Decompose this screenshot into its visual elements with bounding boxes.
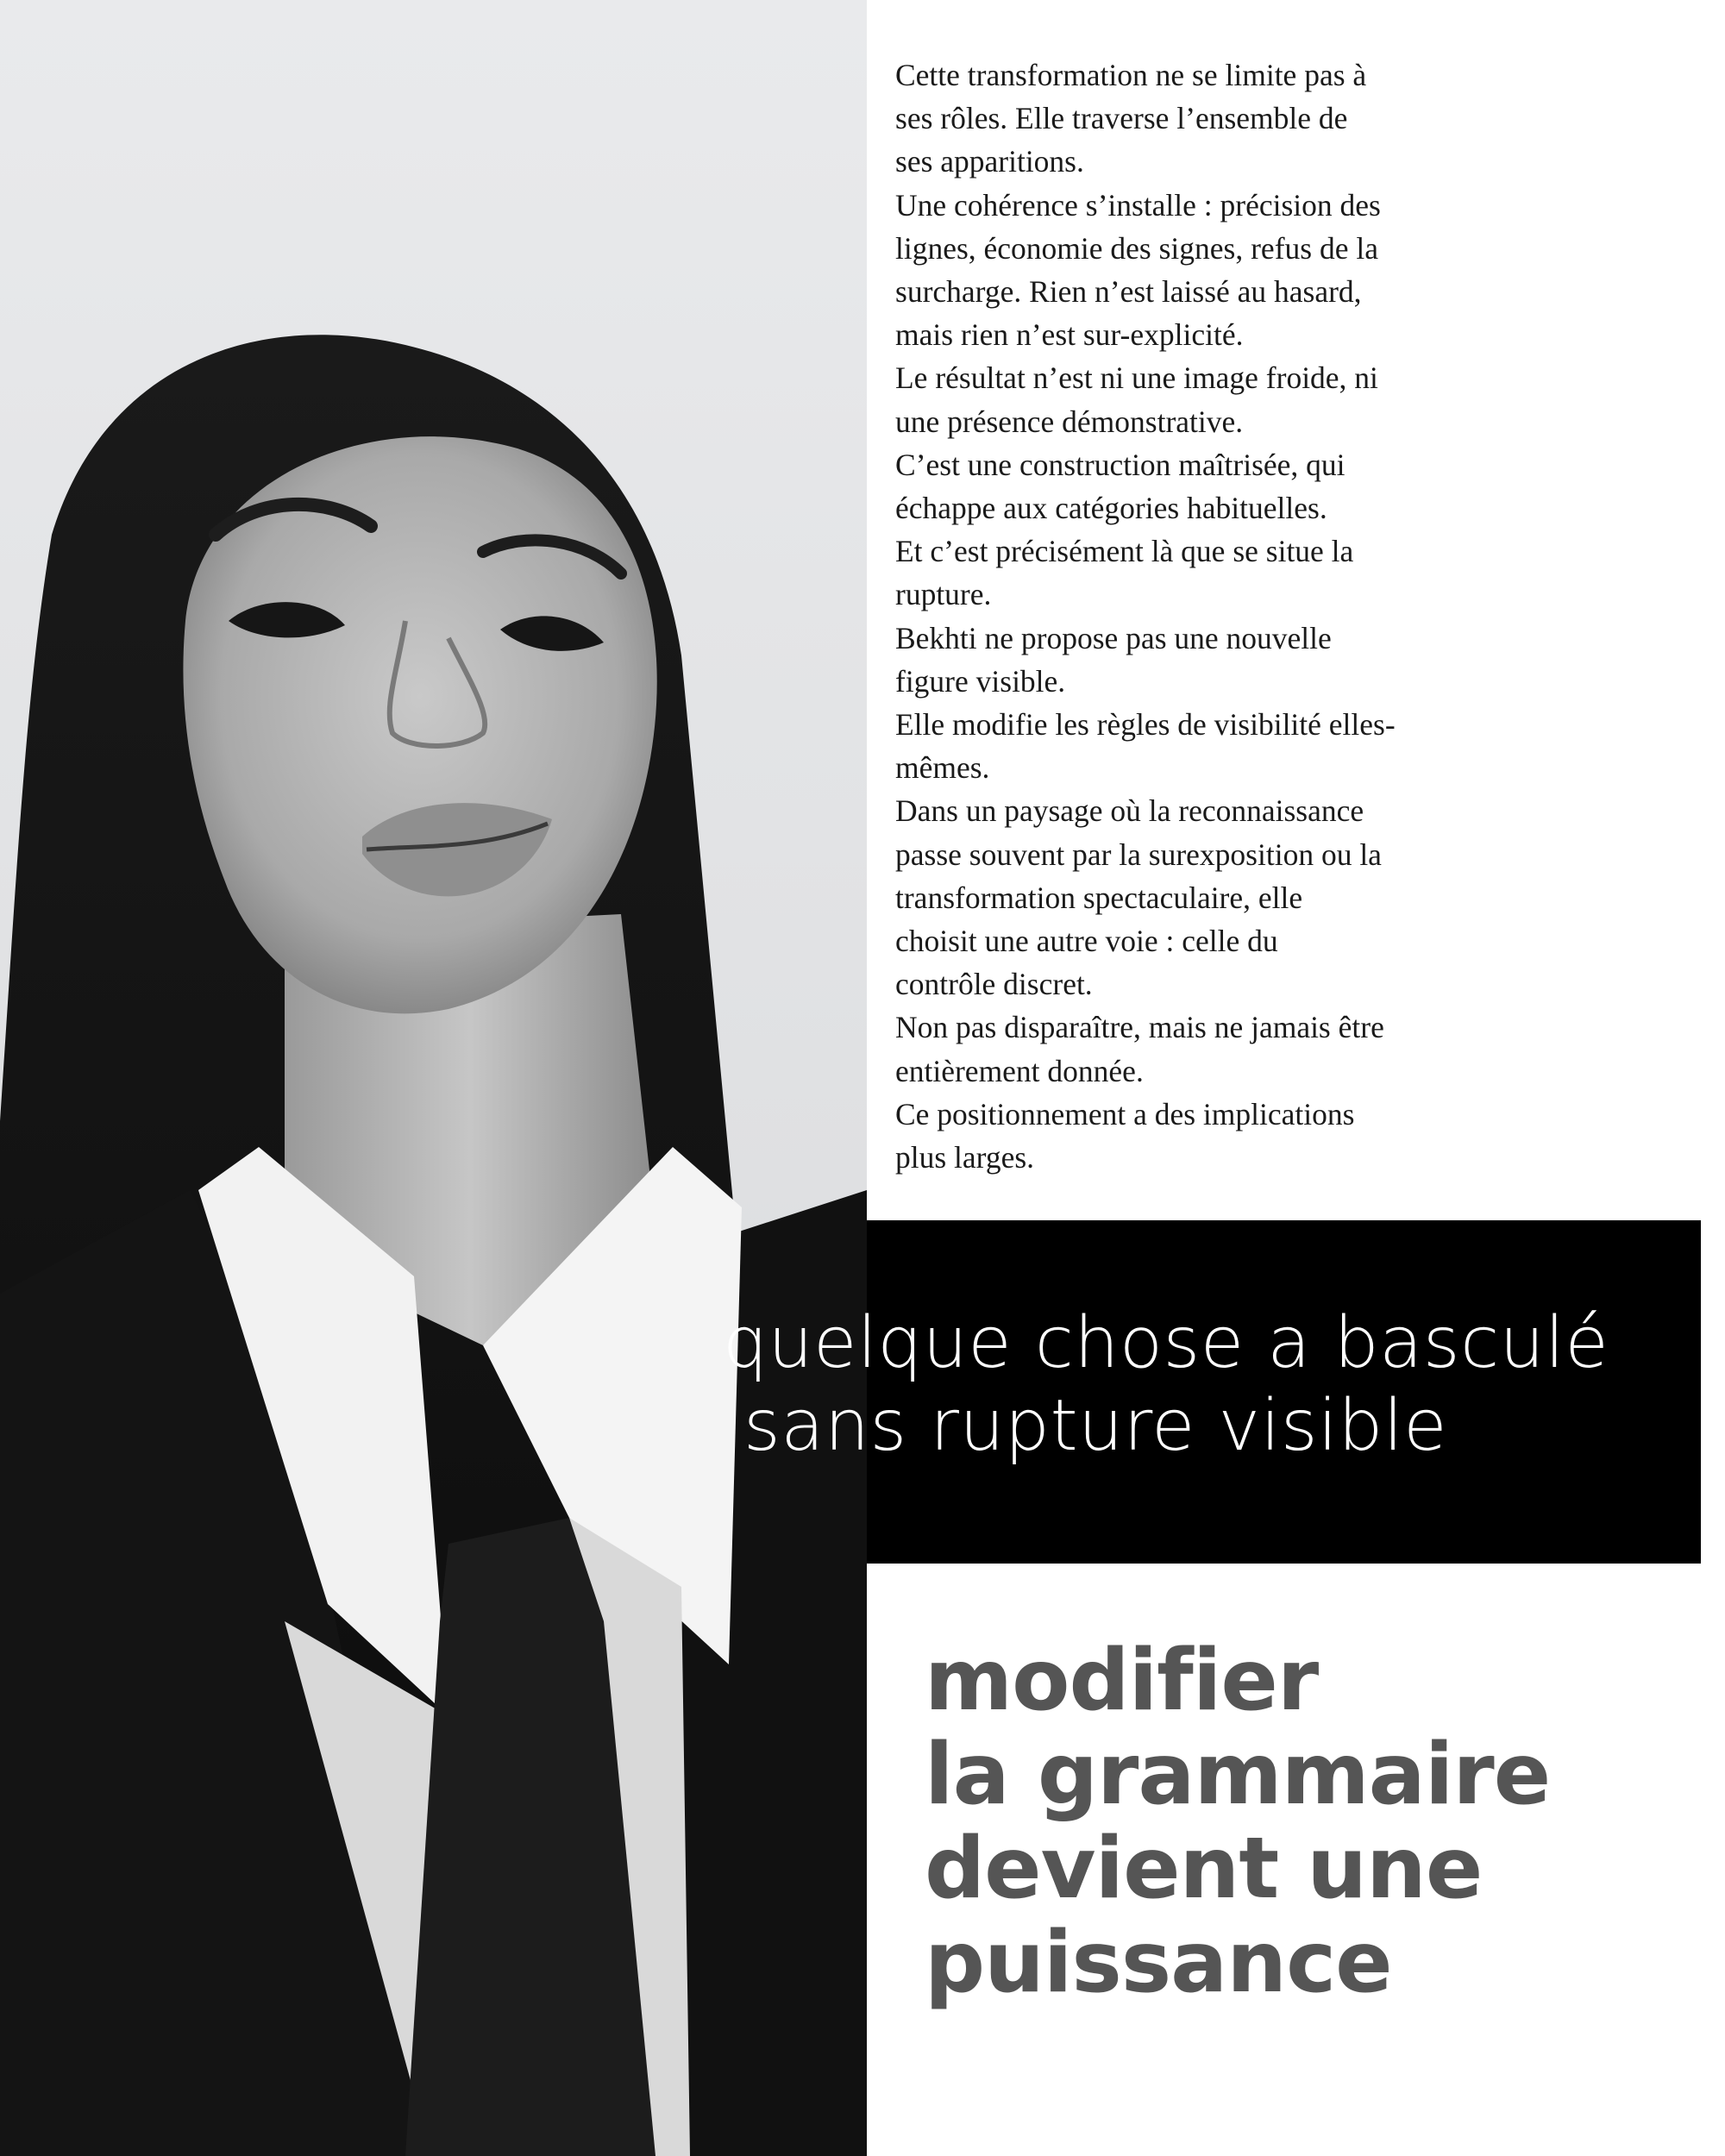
headline-line: devient une <box>925 1820 1483 1918</box>
pull-quote-line-1: quelque chose a basculé <box>723 1302 1609 1384</box>
article-line: entièrement donnée. <box>895 1053 1144 1088</box>
article-line: Et c’est précisément là que se situe la <box>895 534 1354 569</box>
article-line: plus larges. <box>895 1140 1035 1175</box>
article-line: une présence démonstrative. <box>895 404 1244 439</box>
article-line: lignes, économie des signes, refus de la <box>895 230 1378 266</box>
article-line: ses apparitions. <box>895 144 1084 179</box>
article-line: échappe aux catégories habituelles. <box>895 491 1327 526</box>
headline-line: puissance <box>925 1914 1392 2012</box>
article-line: Bekhti ne propose pas une nouvelle <box>895 620 1332 655</box>
pull-quote-line-2: sans rupture visible <box>743 1385 1448 1467</box>
article-line: Le résultat n’est ni une image froide, ni <box>895 360 1378 396</box>
headline <box>925 1634 1701 2010</box>
pull-quote <box>723 1302 1697 1468</box>
article-line: figure visible. <box>895 663 1066 699</box>
headline-line: modifier <box>925 1632 1319 1730</box>
article-line: transformation spectaculaire, elle <box>895 880 1303 915</box>
article-line: surcharge. Rien n’est laissé au hasard, <box>895 274 1362 310</box>
article-line: Cette transformation ne se limite pas à <box>895 58 1367 92</box>
article-line: choisit une autre voie : celle du <box>895 924 1278 959</box>
article-body <box>895 53 1447 1179</box>
article-line: contrôle discret. <box>895 967 1093 1002</box>
article-line: Non pas disparaître, mais ne jamais être <box>895 1010 1384 1045</box>
article-line: Elle modifie les règles de visibilité elles- <box>895 707 1396 743</box>
article-line: rupture. <box>895 577 992 612</box>
article-line: Dans un paysage où la reconnaissance <box>895 793 1364 829</box>
article-line: Une cohérence s’installe : précision des <box>895 187 1381 222</box>
article-line: mêmes. <box>895 750 990 786</box>
article-line: Ce positionnement a des implications <box>895 1096 1355 1131</box>
headline-line: la grammaire <box>925 1726 1551 1824</box>
article-line: mais rien n’est sur-explicité. <box>895 317 1244 353</box>
article-line: passe souvent par la surexposition ou la <box>895 837 1382 872</box>
article-line: C’est une construction maîtrisée, qui <box>895 447 1346 482</box>
article-line: ses rôles. Elle traverse l’ensemble de <box>895 101 1348 136</box>
